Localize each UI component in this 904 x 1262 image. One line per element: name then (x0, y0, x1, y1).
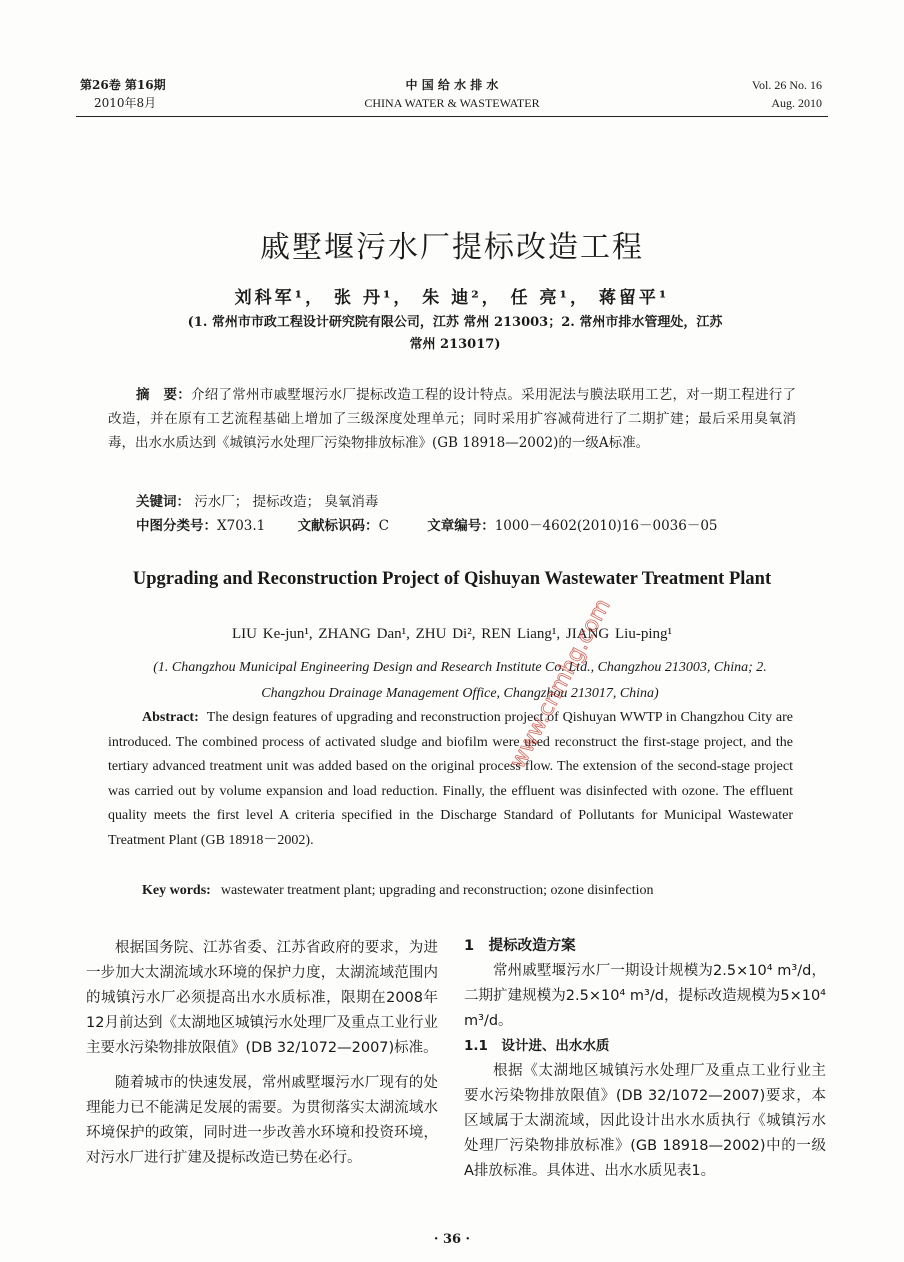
abstract-en-text: The design features of upgrading and reconstruction project of Qishuyan WWTP in Changzhou City are introduced. The combined process of activated sludge and biofilm were used reconstruct the first-stage project, and the tertiary advanced treatment unit was added based on the original process flow. The extension of the second-stage project was carried out by volume expansion and load reduction. Finally, the effluent was disinfected with ozone. The effluent quality meets the first level A criteria specified in the Discharge Standard of Pollutants for Municipal Wastewater Treatment Plant (GB 18918－2002). (108, 710, 793, 848)
body-left-paragraph-1: 根据国务院、江苏省委、江苏省政府的要求，为进一步加大太湖流域水环境的保护力度，太湖流域范围内的城镇污水厂必须提高出水水质标准，限期在2008年12月前达到《太湖地区城镇污水处理厂及重点工业行业主要水污染物排放限值》(DB 32/1072—2007)标准。 (86, 940, 438, 1056)
affiliation-en: (1. Changzhou Municipal Engineering Design and Research Institute Co. Ltd., Changzhou 213003, China; 2. Changzhou Drainage Management Office, Changzhou 213017, China) (153, 660, 767, 701)
header-date-cn: 2010年8月 (94, 96, 157, 110)
svg-text:www.cnmhg.com: www.cnmhg.com (505, 594, 616, 773)
abstract-en-label: Abstract: (142, 710, 199, 725)
abstract-cn-label: 摘 要： (136, 387, 192, 403)
paper-title-en: Upgrading and Reconstruction Project of Qishuyan Wastewater Treatment Plant (132, 569, 772, 589)
keywords-cn-text: 污水厂； 提标改造； 臭氧消毒 (194, 494, 379, 510)
articleno-label: 文章编号： (427, 518, 495, 534)
affiliation-cn-line1: (1. 常州市市政工程设计研究院有限公司，江苏 常州 213003；2. 常州市排水管理处，江苏 (187, 315, 723, 330)
authors-cn: 刘科军¹， 张 丹¹， 朱 迪²， 任 亮¹， 蒋留平¹ (234, 288, 670, 308)
body-right-paragraph-1: 常州戚墅堰污水厂一期设计规模为2.5×10⁴ m³/d，二期扩建规模为2.5×10⁴ m³/d，提标改造规模为5×10⁴ m³/d。 (464, 963, 826, 1029)
abstract-cn (108, 383, 796, 455)
articleno-value: 1000－4602(2010)16－0036－05 (494, 518, 718, 534)
keywords-cn-label: 关键词： (136, 494, 190, 510)
keywords-cn (136, 490, 378, 510)
abstract-cn-text: 介绍了常州市戚墅堰污水厂提标改造工程的设计特点。采用泥法与膜法联用工艺，对一期工程进行了改造，并在原有工艺流程基础上增加了三级深度处理单元；同时采用扩容减荷进行了二期扩建；最后采用臭氧消毒，出水水质达到《城镇污水处理厂污染物排放标准》(GB 18918—2002)的一级A标准。 (108, 387, 797, 451)
keywords-en-label: Key words: (142, 883, 211, 898)
clc-label: 中图分类号： (136, 518, 217, 534)
clc-value: X703.1 (217, 518, 266, 534)
header-date-en: Aug. 2010 (771, 96, 822, 110)
authors-en: LIU Ke-jun¹, ZHANG Dan¹, ZHU Di², REN Liang¹, JIANG Liu-ping¹ (232, 626, 672, 642)
section-1-1-title: 1.1 设计进、出水水质 (464, 1038, 610, 1054)
doccode-label: 文献标识码： (297, 518, 379, 534)
paper-title-cn: 戚墅堰污水厂提标改造工程 (260, 230, 644, 265)
body-right-column (464, 934, 826, 1184)
body-left-paragraph-2: 随着城市的快速发展，常州戚墅堰污水厂现有的处理能力已不能满足发展的需要。为贯彻落实太湖流域水环境保护的政策，同时进一步改善水环境和投资环境，对污水厂进行扩建及提标改造已势在必行。 (86, 1075, 438, 1166)
doccode-value: C (378, 518, 389, 534)
header-volume-cn: 第26卷 第16期 (80, 78, 166, 92)
header-volume-en: Vol. 26 No. 16 (751, 78, 822, 92)
header-rule (76, 116, 828, 117)
classification-row (136, 514, 816, 534)
header-journal-cn: 中 国 给 水 排 水 (405, 78, 499, 92)
section-1-title: 1 提标改造方案 (464, 938, 576, 954)
keywords-en (142, 883, 654, 899)
body-right-paragraph-2: 根据《太湖地区城镇污水处理厂及重点工业行业主要水污染物排放限值》(DB 32/1072—2007)要求，本区域属于太湖流域，因此设计出水水质执行《城镇污水处理厂污染物排放标准》(GB 18918—2002)中的一级A排放标准。具体进、出水水质见表1。 (464, 1063, 826, 1179)
watermark (492, 520, 692, 800)
page-number: · 36 · (433, 1232, 471, 1247)
header-journal-en: CHINA WATER & WASTEWATER (364, 96, 540, 110)
keywords-en-text: wastewater treatment plant; upgrading and reconstruction; ozone disinfection (220, 883, 654, 898)
affiliation-cn-line2: 常州 213017) (409, 337, 501, 352)
affiliation-cn (120, 312, 790, 356)
body-left-column (86, 936, 438, 1171)
